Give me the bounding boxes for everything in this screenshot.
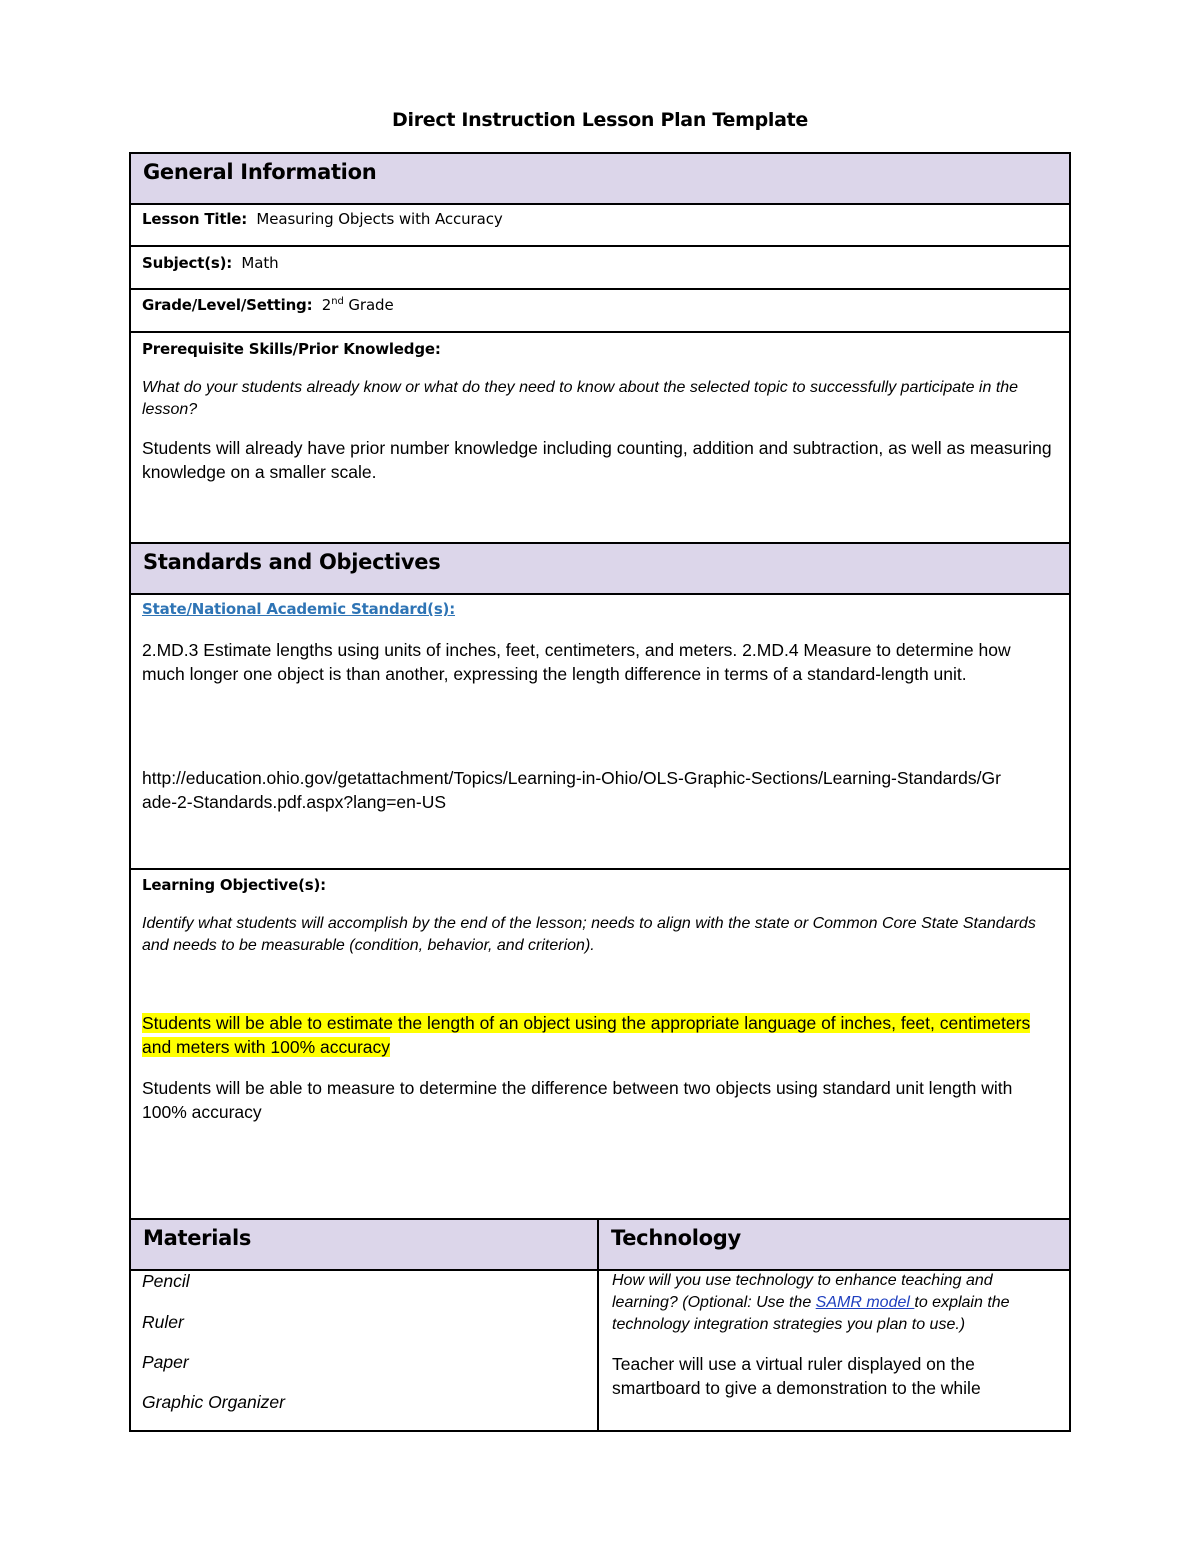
subject-value: Math <box>241 254 279 272</box>
grade-row <box>142 293 1042 317</box>
prereq-answer: Students will already have prior number knowledge including counting, addition and subtraction, as well as measuring knowledge on a smaller scale. <box>142 438 1052 482</box>
divider <box>129 245 1071 247</box>
lesson-title-label: Lesson Title: <box>142 210 248 228</box>
technology-prompt <box>612 1270 1062 1336</box>
standards-title: Standards and Objectives <box>143 550 441 574</box>
lesson-title-value: Measuring Objects with Accuracy <box>256 210 503 228</box>
material-item: Ruler <box>142 1312 184 1332</box>
grade-number: 2 <box>321 296 332 314</box>
materials-header <box>129 1218 1071 1271</box>
lesson-title-row <box>142 207 1042 231</box>
technology-prompt-part2: to explain the technology integration strategies you plan to use.) <box>612 1294 1010 1333</box>
column-divider <box>597 1218 599 1432</box>
objective-2: Students will be able to measure to determine the difference between two objects using standard unit length with 100% accuracy <box>142 1078 1013 1122</box>
subject-row <box>142 251 1042 275</box>
objective-1-text: Students will be able to estimate the length of an object using the appropriate language of inches, feet, centimeters and meters with 100% accuracy <box>142 1013 1031 1057</box>
prereq-label: Prerequisite Skills/Prior Knowledge: <box>142 340 441 358</box>
technology-prompt-part1: How will you use technology to enhance teaching and learning? (Optional: Use the <box>612 1272 993 1311</box>
objective-1 <box>142 1011 1042 1059</box>
prereq-prompt: What do your students already know or what do they need to know about the selected topic to successfully participate in the lesson? <box>142 379 1019 418</box>
standards-url: http://education.ohio.gov/getattachment/Topics/Learning-in-Ohio/OLS-Graphic-Sections/Learning-Standards/Grade-2-Standards.pdf.aspx?lang=en-US <box>142 768 1001 812</box>
standards-header <box>129 542 1071 595</box>
subject-label: Subject(s): <box>142 254 233 272</box>
standards-text: 2.MD.3 Estimate lengths using units of inches, feet, centimeters, and meters. 2.MD.4 Measure to determine how much longer one object is than another, expressing the length difference in terms of a standard-length unit. <box>142 640 1011 684</box>
materials-title: Materials <box>143 1226 252 1250</box>
material-item: Graphic Organizer <box>142 1392 285 1412</box>
divider <box>129 868 1071 870</box>
document-title: Direct Instruction Lesson Plan Template <box>392 109 808 131</box>
grade-suffix: nd <box>331 296 344 307</box>
grade-label: Grade/Level/Setting: <box>142 296 313 314</box>
objectives-label: Learning Objective(s): <box>142 876 326 894</box>
technology-title: Technology <box>611 1226 741 1250</box>
technology-answer: Teacher will use a virtual ruler displayed on the smartboard to give a demonstration to the while <box>612 1354 981 1398</box>
grade-word: Grade <box>348 296 394 314</box>
divider <box>129 331 1071 333</box>
general-info-title: General Information <box>143 160 377 184</box>
general-info-header <box>129 152 1071 205</box>
standards-link[interactable]: State/National Academic Standard(s): <box>142 600 456 618</box>
objectives-prompt: Identify what students will accomplish by the end of the lesson; needs to align with the state or Common Core State Standards and needs to be measurable (condition, behavior, and criterion). <box>142 915 1036 954</box>
material-item: Pencil <box>142 1271 190 1291</box>
divider <box>129 288 1071 290</box>
samr-model-link[interactable]: SAMR model <box>815 1294 915 1311</box>
material-item: Paper <box>142 1352 189 1372</box>
